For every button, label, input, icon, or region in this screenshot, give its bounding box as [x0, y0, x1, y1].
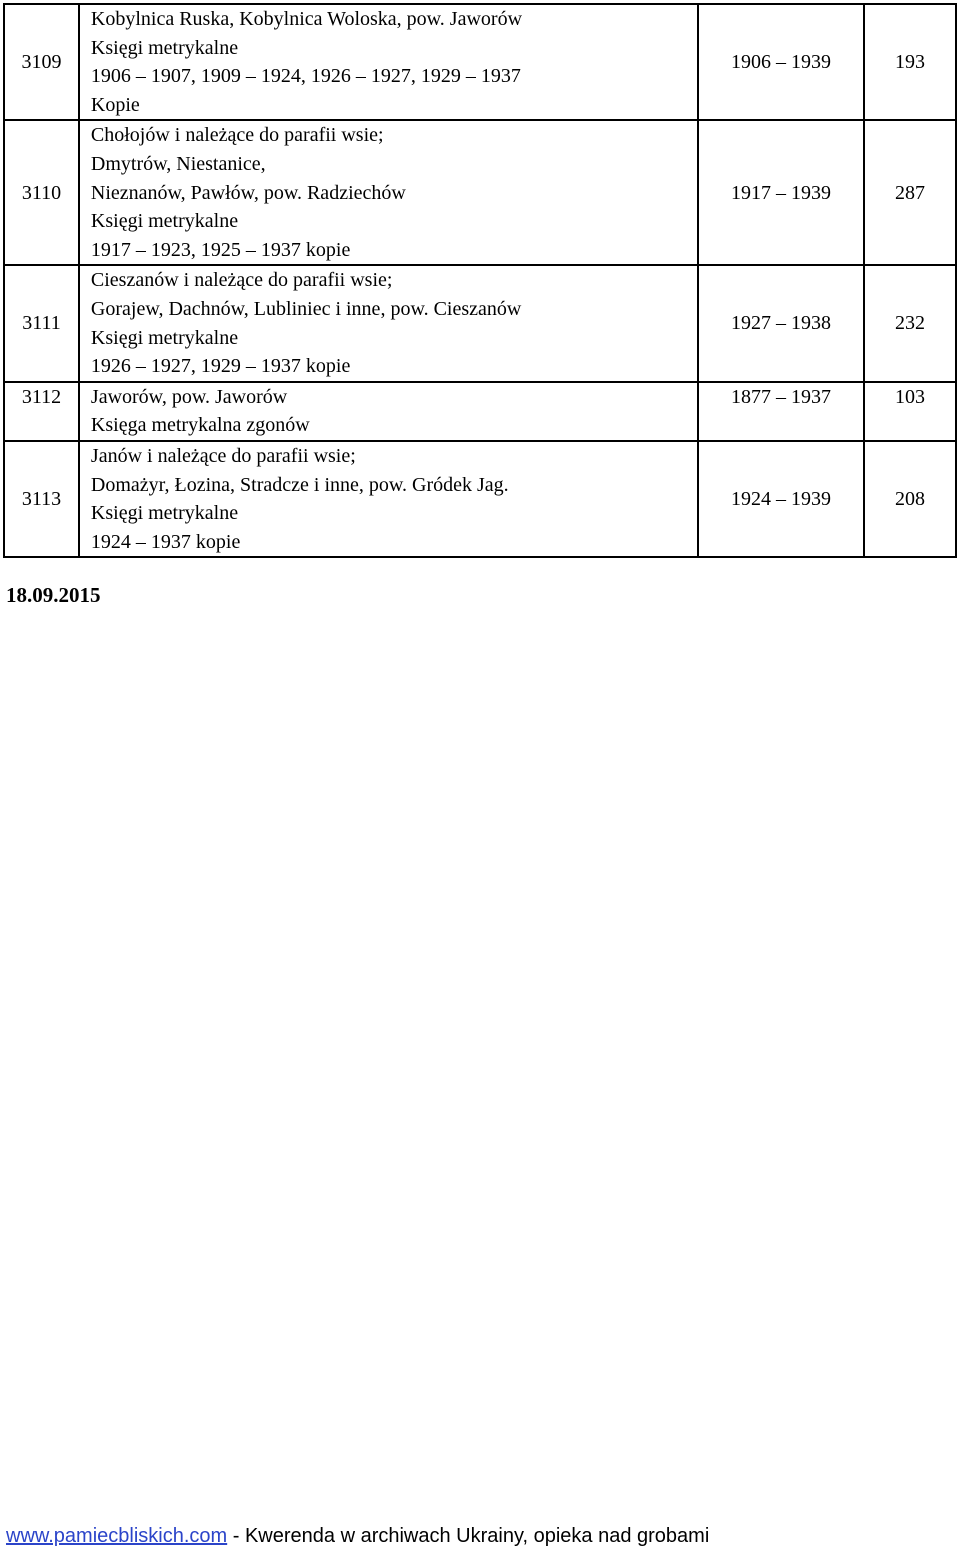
description-line: Chołojów i należące do parafii wsie; — [90, 124, 384, 147]
description-line: Kobylnica Ruska, Kobylnica Woloska, pow. Jaworów — [90, 8, 523, 30]
record-description — [79, 441, 698, 557]
description-line: 1906 – 1907, 1909 – 1924, 1926 – 1927, 1929 – 1937 — [90, 65, 521, 88]
record-years: 1906 – 1939 — [698, 4, 864, 120]
record-count: 232 — [864, 265, 956, 381]
record-count: 103 — [864, 382, 956, 441]
record-description — [79, 120, 698, 265]
record-signature: 3113 — [4, 441, 79, 557]
record-count: 193 — [864, 4, 956, 120]
table-row — [4, 441, 956, 557]
footer-separator: - — [227, 1525, 245, 1547]
record-count: 208 — [864, 441, 956, 557]
description-line: 1917 – 1923, 1925 – 1937 kopie — [90, 238, 351, 261]
description-line: Księgi metrykalne — [90, 326, 239, 349]
website-link[interactable]: www.pamiecbliskich.com — [6, 1525, 228, 1547]
record-signature: 3110 — [4, 120, 79, 265]
description-line: Gorajew, Dachnów, Lubliniec i inne, pow. Cieszanów — [90, 297, 522, 320]
document-date: 18.09.2015 — [6, 583, 101, 607]
table-row — [4, 382, 956, 441]
records-table — [3, 3, 957, 558]
table-row — [4, 4, 956, 120]
record-signature: 3112 — [4, 382, 79, 441]
description-line: Kopie — [90, 93, 140, 116]
description-line: Księgi metrykalne — [90, 36, 239, 59]
record-years: 1924 – 1939 — [698, 441, 864, 557]
description-line: Księga metrykalna zgonów — [90, 414, 310, 437]
description-line: Księgi metrykalne — [90, 210, 239, 233]
table-row — [4, 265, 956, 381]
page-footer — [6, 1525, 709, 1548]
description-line: Dmytrów, Niestanice, — [90, 152, 266, 175]
description-line: Jaworów, pow. Jaworów — [90, 385, 288, 408]
record-description — [79, 265, 698, 381]
record-years: 1877 – 1937 — [698, 382, 864, 441]
record-years: 1917 – 1939 — [698, 120, 864, 265]
record-signature: 3111 — [4, 265, 79, 381]
table-row — [4, 120, 956, 265]
footer-description: Kwerenda w archiwach Ukrainy, opieka nad grobami — [244, 1525, 710, 1547]
record-years: 1927 – 1938 — [698, 265, 864, 381]
description-line: Janów i należące do parafii wsie; — [90, 444, 356, 467]
description-line: Księgi metrykalne — [90, 502, 239, 525]
record-description — [79, 382, 698, 441]
description-line: 1926 – 1927, 1929 – 1937 kopie — [90, 355, 351, 378]
record-count: 287 — [864, 120, 956, 265]
record-signature: 3109 — [4, 4, 79, 120]
description-line: 1924 – 1937 kopie — [90, 530, 241, 553]
description-line: Nieznanów, Pawłów, pow. Radziechów — [90, 181, 406, 204]
description-line: Cieszanów i należące do parafii wsie; — [90, 269, 393, 292]
record-description — [79, 4, 698, 120]
description-line: Domażyr, Łozina, Stradcze i inne, pow. Gródek Jag. — [90, 473, 509, 496]
